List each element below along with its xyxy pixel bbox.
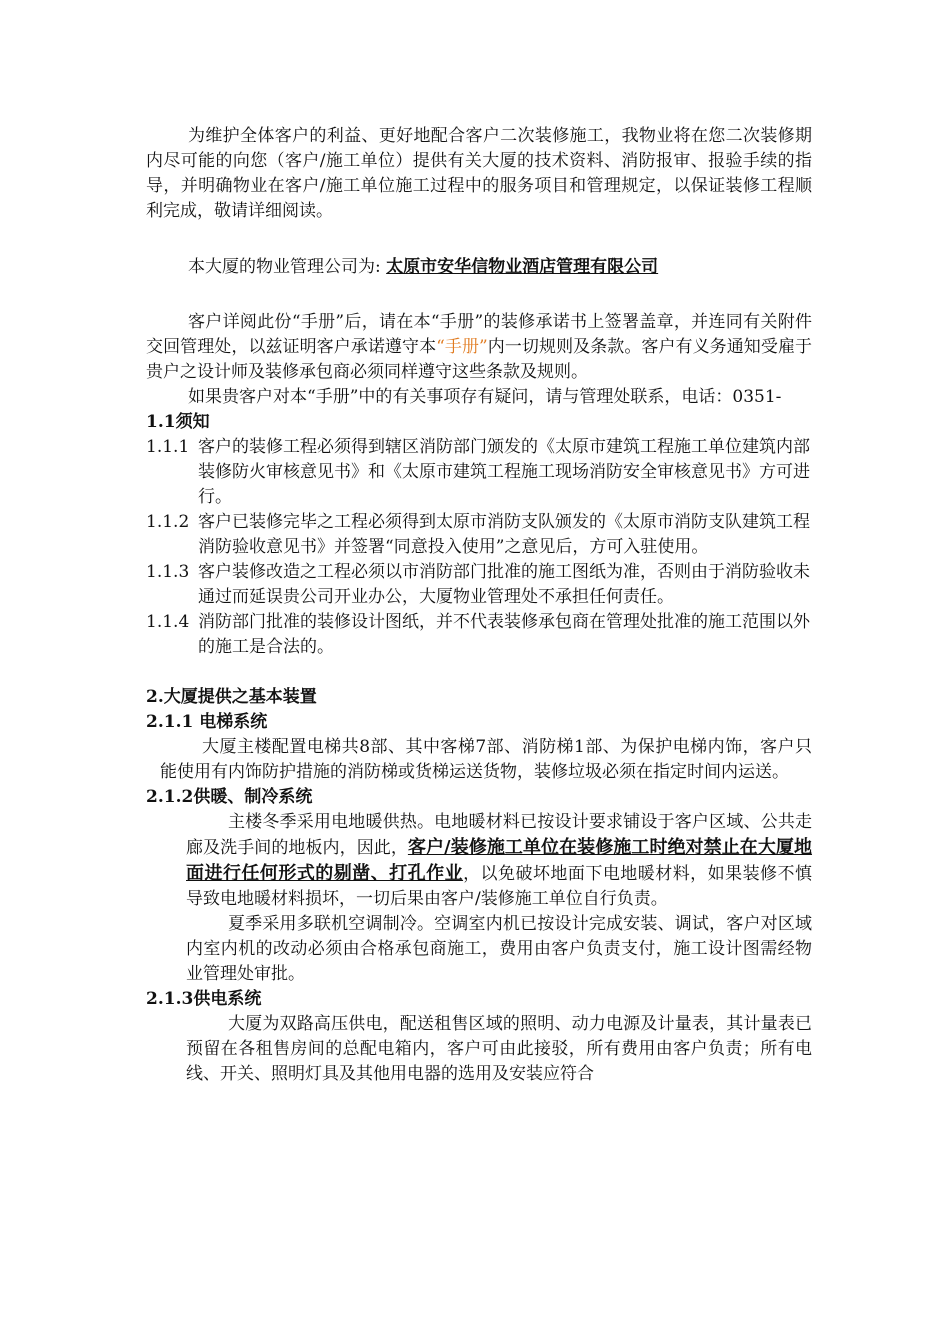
item-text: 客户已装修完毕之工程必须得到太原市消防支队颁发的《太原市消防支队建筑工程消防验收意见书》并签署“同意投入使用”之意见后，方可入驻使用。 [198,512,810,557]
contact-paragraph: 如果贵客户对本“手册”中的有关事项存有疑问，请与管理处联系，电话：0351- [188,387,782,407]
subsection-power-text: 大厦为双路高压供电，配送租售区域的照明、动力电源及计量表，其计量表已预留在各租售房间的总配电箱内，客户可由此接驳，所有费用由客户负责；所有电线、开关、照明灯具及其他用电器的选用及安装应符合 [186,1014,812,1084]
section-1-title: 1.1须知 [146,412,210,432]
heating-warning: 客户/装修施工单位在装修施工时绝对禁止在大厦地面进行任何形式的剔凿、打孔作业 [186,837,813,884]
handbook-highlight: “手册” [436,337,488,357]
company-line [146,255,812,280]
handbook-paragraph [146,310,812,385]
heating-text-b: ，以免破坏地面下电地暖材料，如果装修不慎导致电地暖材料损坏，一切后果由客户/装修施工单位自行负责。 [186,864,813,909]
item-text: 消防部门批准的装修设计图纸，并不代表装修承包商在管理处批准的施工范围以外的施工是合法的。 [198,612,810,657]
subsection-heating-text [146,810,812,912]
section-2-title: 2.大厦提供之基本装置 [146,687,317,707]
subsection-cooling-text: 夏季采用多联机空调制冷。空调室内机已按设计完成安装、调试，客户对区域内室内机的改动必须由合格承包商施工，费用由客户负责支付，施工设计图需经物业管理处审批。 [186,914,812,984]
item-text: 客户装修改造之工程必须以市消防部门批准的施工图纸为准，否则由于消防验收未通过而延误贵公司开业办公，大厦物业管理处不承担任何责任。 [198,562,810,607]
item-number: 1.1.4 [146,612,190,632]
handbook-text-a: 客户详阅此份“手册”后，请在本“手册”的装修承诺书上签署盖章，并连同有关附件交回管理处，以兹证明客户承诺遵守本 [146,312,812,357]
item-number: 1.1.3 [146,562,190,582]
item-number: 1.1.2 [146,512,190,532]
list-item [146,560,812,610]
subsection-elevator-text: 大厦主楼配置电梯共8部、其中客梯7部、消防梯1部、为保护电梯内饰，客户只能使用有内饰防护措施的消防梯或货梯运送货物，装修垃圾必须在指定时间内运送。 [160,737,812,782]
list-item [146,510,812,560]
list-item [146,435,812,510]
list-item [146,610,812,660]
subsection-elevator-title: 2.1.1 电梯系统 [146,712,268,732]
item-number: 1.1.1 [146,437,190,457]
item-text: 客户的装修工程必须得到辖区消防部门颁发的《太原市建筑工程施工单位建筑内部装修防火审核意见书》和《太原市建筑工程施工现场消防安全审核意见书》方可进行。 [198,437,810,507]
company-label: 本大厦的物业管理公司为: [188,257,381,277]
heating-text-a: 主楼冬季采用电地暖供热。电地暖材料已按设计要求铺设于客户区域、公共走廊及洗手间的地板内，因此， [186,812,812,858]
handbook-text-b: 内一切规则及条款。客户有义务通知受雇于贵户之设计师及装修承包商必须同样遵守这些条款及规则。 [146,337,813,382]
subsection-power-title: 2.1.3供电系统 [146,989,262,1009]
document-content [146,124,812,1087]
company-name: 太原市安华信物业酒店管理有限公司 [386,257,659,277]
subsection-heating-title: 2.1.2供暖、制冷系统 [146,787,313,807]
intro-paragraph: 为维护全体客户的利益、更好地配合客户二次装修施工，我物业将在您二次装修期内尽可能的向您（客户/施工单位）提供有关大厦的技术资料、消防报审、报验手续的指导，并明确物业在客户/施工单位施工过程中的服务项目和管理规定，以保证装修工程顺利完成，敬请详细阅读。 [146,126,812,221]
